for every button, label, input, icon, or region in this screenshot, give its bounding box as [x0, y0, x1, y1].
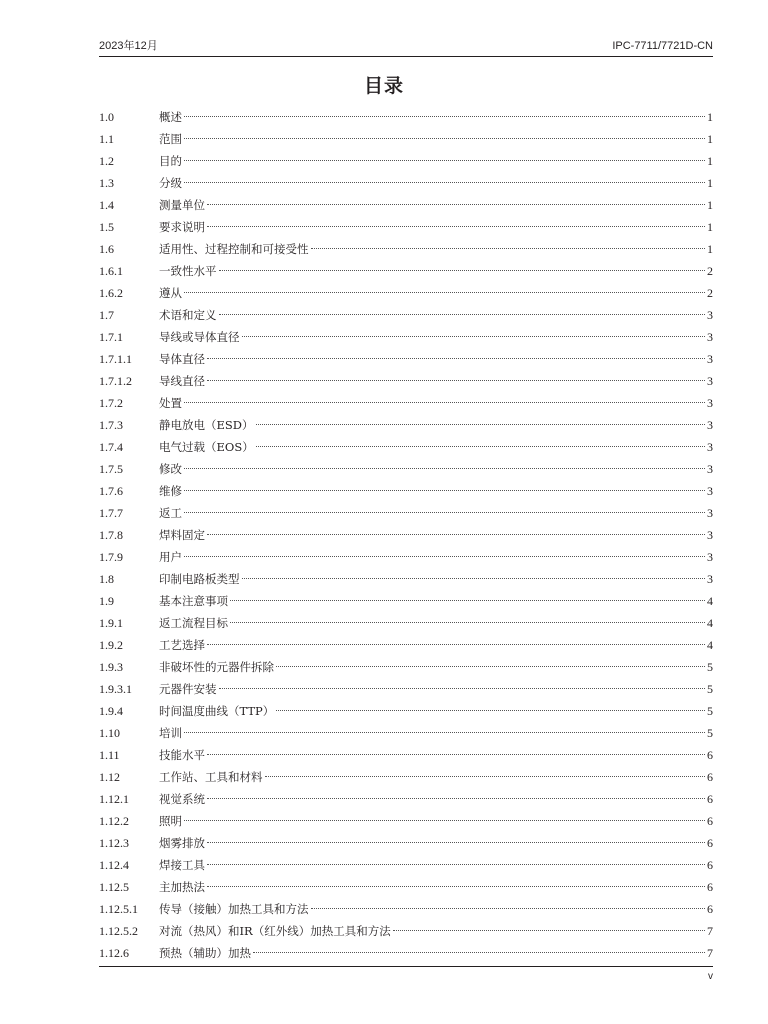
toc-entry-number: 1.7.8: [99, 528, 123, 542]
toc-entry[interactable]: [99, 414, 713, 436]
toc-entry-number: 1.4: [99, 198, 114, 212]
toc-dot-leader: [207, 864, 705, 865]
toc-entry-page: 3: [707, 308, 713, 322]
toc-dot-leader: [184, 182, 705, 183]
footer-rule: [99, 966, 713, 967]
toc-entry[interactable]: [99, 348, 713, 370]
toc-dot-leader: [184, 468, 705, 469]
toc-entry-title: 工作站、工具和材料: [159, 770, 263, 784]
toc-entry-page: 6: [707, 814, 713, 828]
toc-entry-number: 1.8: [99, 572, 114, 586]
toc-entry[interactable]: [99, 656, 713, 678]
toc-entry-number: 1.7.9: [99, 550, 123, 564]
toc-entry-page: 2: [707, 264, 713, 278]
toc-entry[interactable]: [99, 392, 713, 414]
toc-dot-leader: [256, 424, 706, 425]
toc-entry-page: 1: [707, 242, 713, 256]
toc-dot-leader: [242, 578, 706, 579]
toc-entry-page: 3: [707, 550, 713, 564]
toc-entry-number: 1.7.1.1: [99, 352, 132, 366]
toc-dot-leader: [207, 886, 705, 887]
toc-entry-number: 1.3: [99, 176, 114, 190]
toc-entry-number: 1.9.1: [99, 616, 123, 630]
toc-entry-number: 1.1: [99, 132, 114, 146]
toc-entry-title: 维修: [159, 484, 182, 498]
toc-entry-page: 6: [707, 880, 713, 894]
toc-dot-leader: [184, 116, 705, 117]
header-document-id: IPC-7711/7721D-CN: [612, 40, 713, 52]
toc-entry-page: 5: [707, 660, 713, 674]
toc-entry[interactable]: [99, 260, 713, 282]
toc-entry[interactable]: [99, 678, 713, 700]
toc-entry-title: 焊料固定: [159, 528, 205, 542]
toc-entry-title: 范围: [159, 132, 182, 146]
toc-entry-number: 1.5: [99, 220, 114, 234]
toc-entry-number: 1.6: [99, 242, 114, 256]
toc-entry-page: 1: [707, 132, 713, 146]
toc-entry-page: 4: [707, 638, 713, 652]
toc-dot-leader: [219, 314, 706, 315]
table-of-contents: [99, 106, 713, 964]
toc-dot-leader: [207, 842, 705, 843]
toc-entry-page: 3: [707, 572, 713, 586]
toc-dot-leader: [253, 952, 705, 953]
toc-entry[interactable]: [99, 304, 713, 326]
toc-entry-page: 2: [707, 286, 713, 300]
toc-entry-number: 1.12.6: [99, 946, 129, 960]
toc-dot-leader: [230, 622, 705, 623]
toc-entry[interactable]: [99, 722, 713, 744]
toc-dot-leader: [207, 798, 705, 799]
toc-entry-title: 一致性水平: [159, 264, 217, 278]
toc-entry-title: 主加热法: [159, 880, 205, 894]
toc-dot-leader: [276, 710, 705, 711]
toc-dot-leader: [184, 556, 705, 557]
toc-dot-leader: [184, 138, 705, 139]
toc-entry-number: 1.12.5.2: [99, 924, 138, 938]
toc-entry-page: 7: [707, 946, 713, 960]
toc-entry-title: 视觉系统: [159, 792, 205, 806]
toc-entry-number: 1.7.6: [99, 484, 123, 498]
toc-entry-page: 3: [707, 374, 713, 388]
toc-dot-leader: [219, 270, 706, 271]
toc-entry-page: 6: [707, 836, 713, 850]
toc-entry-title: 照明: [159, 814, 182, 828]
toc-entry[interactable]: [99, 106, 713, 128]
header-date: 2023年12月: [99, 40, 158, 52]
toc-entry-page: 1: [707, 154, 713, 168]
toc-entry-page: 5: [707, 682, 713, 696]
toc-entry[interactable]: [99, 524, 713, 546]
toc-entry[interactable]: [99, 216, 713, 238]
toc-entry-page: 3: [707, 484, 713, 498]
toc-entry[interactable]: [99, 898, 713, 920]
toc-entry[interactable]: [99, 744, 713, 766]
toc-entry-page: 1: [707, 220, 713, 234]
toc-entry-page: 1: [707, 176, 713, 190]
toc-entry-title: 导体直径: [159, 352, 205, 366]
toc-entry-title: 时间温度曲线（TTP）: [159, 704, 275, 718]
toc-entry-title: 测量单位: [159, 198, 205, 212]
toc-entry-number: 1.7.1.2: [99, 374, 132, 388]
toc-entry[interactable]: [99, 458, 713, 480]
toc-entry-number: 1.7.1: [99, 330, 123, 344]
toc-dot-leader: [219, 688, 706, 689]
toc-entry-title: 培训: [159, 726, 182, 740]
toc-dot-leader: [207, 380, 705, 381]
toc-entry[interactable]: [99, 876, 713, 898]
toc-entry[interactable]: [99, 634, 713, 656]
toc-entry[interactable]: [99, 546, 713, 568]
toc-entry-number: 1.6.2: [99, 286, 123, 300]
toc-entry[interactable]: [99, 766, 713, 788]
toc-entry-number: 1.9.4: [99, 704, 123, 718]
toc-entry-page: 3: [707, 352, 713, 366]
toc-entry-page: 3: [707, 330, 713, 344]
toc-entry-number: 1.7.4: [99, 440, 123, 454]
toc-entry[interactable]: [99, 788, 713, 810]
toc-entry[interactable]: [99, 854, 713, 876]
toc-entry-page: 3: [707, 396, 713, 410]
toc-entry-number: 1.12.3: [99, 836, 129, 850]
toc-dot-leader: [207, 754, 705, 755]
toc-entry-page: 4: [707, 594, 713, 608]
toc-entry-title: 元器件安装: [159, 682, 217, 696]
toc-entry[interactable]: [99, 436, 713, 458]
toc-entry-number: 1.12.4: [99, 858, 129, 872]
toc-entry-number: 1.9.3: [99, 660, 123, 674]
toc-entry-page: 7: [707, 924, 713, 938]
toc-entry-title: 印制电路板类型: [159, 572, 240, 586]
toc-entry-title: 概述: [159, 110, 182, 124]
toc-dot-leader: [242, 336, 706, 337]
toc-dot-leader: [207, 226, 705, 227]
toc-entry-title: 电气过载（EOS）: [159, 440, 254, 454]
toc-entry-title: 传导（接触）加热工具和方法: [159, 902, 309, 916]
toc-entry-title: 技能水平: [159, 748, 205, 762]
toc-entry[interactable]: [99, 238, 713, 260]
toc-entry[interactable]: [99, 810, 713, 832]
toc-entry-title: 修改: [159, 462, 182, 476]
toc-entry-page: 3: [707, 440, 713, 454]
toc-entry-title: 术语和定义: [159, 308, 217, 322]
toc-entry-page: 6: [707, 858, 713, 872]
toc-entry-title: 非破坏性的元器件拆除: [159, 660, 274, 674]
toc-dot-leader: [311, 908, 706, 909]
toc-entry[interactable]: [99, 194, 713, 216]
toc-entry[interactable]: [99, 590, 713, 612]
toc-entry-title: 焊接工具: [159, 858, 205, 872]
toc-entry-title: 目的: [159, 154, 182, 168]
toc-entry-number: 1.7.5: [99, 462, 123, 476]
toc-entry-page: 6: [707, 792, 713, 806]
toc-dot-leader: [184, 512, 705, 513]
toc-dot-leader: [311, 248, 706, 249]
toc-dot-leader: [207, 644, 705, 645]
toc-entry-title: 导线直径: [159, 374, 205, 388]
toc-entry-number: 1.9: [99, 594, 114, 608]
toc-entry-page: 4: [707, 616, 713, 630]
toc-entry-page: 6: [707, 748, 713, 762]
toc-entry[interactable]: [99, 128, 713, 150]
toc-entry-page: 5: [707, 726, 713, 740]
toc-entry-page: 1: [707, 110, 713, 124]
toc-entry-title: 适用性、过程控制和可接受性: [159, 242, 309, 256]
toc-entry[interactable]: [99, 282, 713, 304]
toc-entry[interactable]: [99, 612, 713, 634]
toc-entry-page: 1: [707, 198, 713, 212]
toc-entry-title: 烟雾排放: [159, 836, 205, 850]
toc-entry-page: 6: [707, 770, 713, 784]
toc-entry-number: 1.12.5: [99, 880, 129, 894]
toc-entry-number: 1.9.3.1: [99, 682, 132, 696]
toc-entry[interactable]: [99, 920, 713, 942]
toc-dot-leader: [265, 776, 706, 777]
toc-dot-leader: [184, 402, 705, 403]
toc-entry-title: 要求说明: [159, 220, 205, 234]
toc-dot-leader: [276, 666, 705, 667]
toc-entry-title: 对流（热风）和IR（红外线）加热工具和方法: [159, 924, 391, 938]
toc-entry-page: 3: [707, 528, 713, 542]
toc-dot-leader: [184, 490, 705, 491]
toc-entry-title: 基本注意事项: [159, 594, 228, 608]
toc-entry[interactable]: [99, 150, 713, 172]
toc-entry-number: 1.12: [99, 770, 120, 784]
toc-entry-number: 1.0: [99, 110, 114, 124]
toc-entry[interactable]: [99, 700, 713, 722]
toc-entry[interactable]: [99, 502, 713, 524]
toc-entry-page: 3: [707, 506, 713, 520]
toc-entry[interactable]: [99, 832, 713, 854]
toc-dot-leader: [184, 732, 705, 733]
toc-dot-leader: [207, 204, 705, 205]
toc-dot-leader: [393, 930, 705, 931]
toc-entry[interactable]: [99, 370, 713, 392]
toc-entry-number: 1.9.2: [99, 638, 123, 652]
page-title: 目录: [363, 75, 404, 97]
toc-entry[interactable]: [99, 172, 713, 194]
toc-entry-number: 1.7.7: [99, 506, 123, 520]
toc-entry-title: 导线或导体直径: [159, 330, 240, 344]
toc-entry-number: 1.12.2: [99, 814, 129, 828]
footer-page-number: v: [708, 971, 713, 982]
toc-entry-title: 预热（辅助）加热: [159, 946, 251, 960]
toc-dot-leader: [184, 160, 705, 161]
toc-dot-leader: [184, 292, 705, 293]
toc-entry-number: 1.12.5.1: [99, 902, 138, 916]
toc-entry-title: 返工: [159, 506, 182, 520]
toc-entry-page: 3: [707, 462, 713, 476]
toc-entry-number: 1.2: [99, 154, 114, 168]
toc-dot-leader: [184, 820, 705, 821]
toc-entry[interactable]: [99, 480, 713, 502]
toc-dot-leader: [207, 358, 705, 359]
toc-entry[interactable]: [99, 568, 713, 590]
toc-entry[interactable]: [99, 326, 713, 348]
toc-entry-title: 静电放电（ESD）: [159, 418, 254, 432]
toc-entry-title: 分级: [159, 176, 182, 190]
toc-entry-page: 5: [707, 704, 713, 718]
toc-entry-number: 1.12.1: [99, 792, 129, 806]
toc-entry-title: 工艺选择: [159, 638, 205, 652]
toc-entry-number: 1.11: [99, 748, 120, 762]
toc-entry-number: 1.7.3: [99, 418, 123, 432]
toc-dot-leader: [207, 534, 705, 535]
page-header: [99, 38, 713, 57]
toc-dot-leader: [256, 446, 705, 447]
toc-entry-page: 6: [707, 902, 713, 916]
toc-entry-number: 1.7.2: [99, 396, 123, 410]
toc-entry-number: 1.7: [99, 308, 114, 322]
toc-entry-title: 用户: [159, 550, 182, 564]
toc-entry-number: 1.6.1: [99, 264, 123, 278]
toc-entry-title: 遵从: [159, 286, 182, 300]
toc-entry-number: 1.10: [99, 726, 120, 740]
toc-entry-title: 处置: [159, 396, 182, 410]
toc-entry[interactable]: [99, 942, 713, 964]
toc-entry-page: 3: [707, 418, 713, 432]
toc-entry-title: 返工流程目标: [159, 616, 228, 630]
toc-dot-leader: [230, 600, 705, 601]
